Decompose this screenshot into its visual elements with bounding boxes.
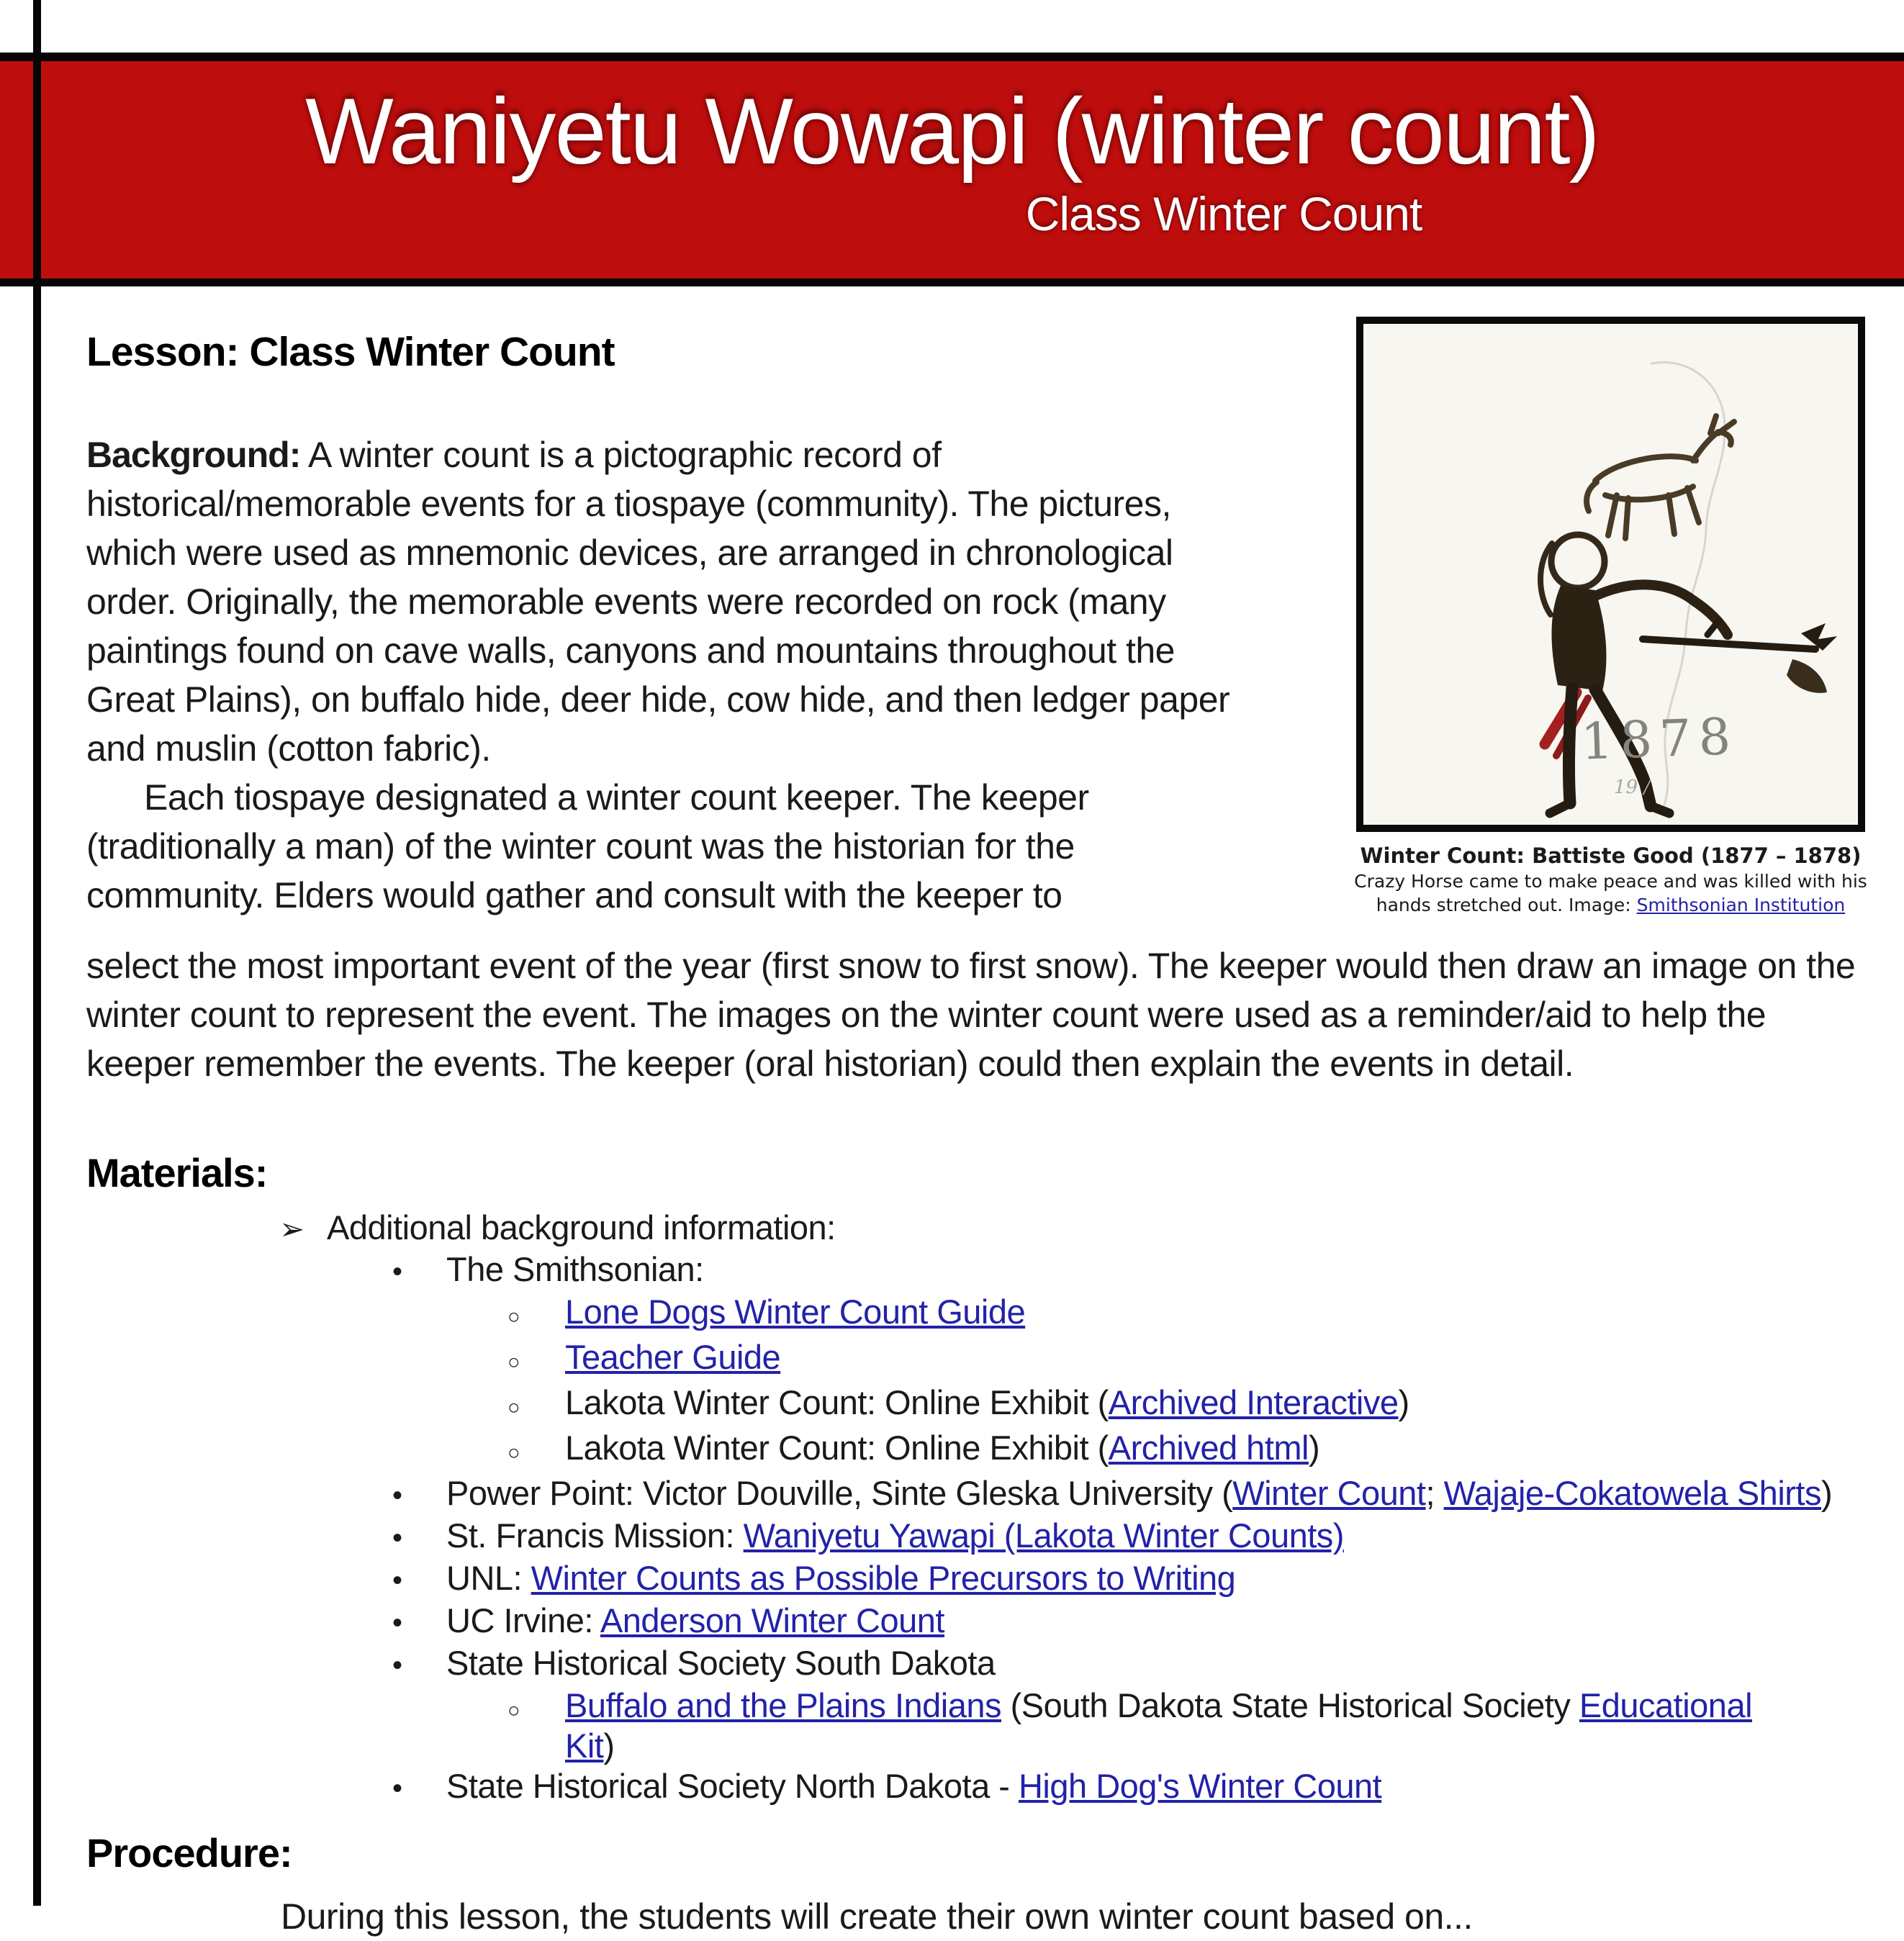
materials-item-powerpoint (392, 1473, 1879, 1516)
materials-item-lakota-html (507, 1428, 1879, 1473)
background-label: Background: (86, 435, 301, 475)
buffalo-plains-link[interactable]: Buffalo and the Plains Indians (565, 1686, 1002, 1724)
caption-line-1: Crazy Horse came to make peace and was killed with his (1354, 871, 1867, 892)
red-title-banner (0, 61, 1904, 279)
circle-bullet-icon: ○ (507, 1306, 520, 1329)
lesson-heading: Lesson: Class Winter Count (86, 329, 615, 375)
year-note: 19 / (1614, 777, 1651, 798)
materials-item-label (565, 1383, 1879, 1423)
pictograph-frame (1356, 317, 1865, 832)
materials-item-smithsonian (392, 1249, 1879, 1292)
archived-interactive-link[interactable]: Archived Interactive (1108, 1383, 1399, 1421)
high-dogs-link[interactable]: High Dog's Winter Count (1018, 1767, 1382, 1805)
materials-item-label (565, 1337, 1879, 1377)
educational-kit-link[interactable]: Educational (1579, 1686, 1753, 1724)
header-bottom-divider (0, 279, 1904, 286)
document-title: Waniyetu Wowapi (winter count) (305, 78, 1599, 184)
item-text: St. Francis Mission: (446, 1516, 744, 1555)
wajaje-shirts-link[interactable]: Wajaje-Cokatowela Shirts (1443, 1474, 1821, 1512)
item-text: UC Irvine: (446, 1601, 600, 1639)
document-body (0, 286, 1904, 1941)
materials-item-label (446, 1766, 1879, 1806)
unl-precursors-link[interactable]: Winter Counts as Possible Precursors to Writing (531, 1559, 1236, 1597)
procedure-intro: During this lesson, the students will create their own winter count based on... (281, 1896, 1473, 1937)
figure-caption (1343, 842, 1879, 917)
year-label: 1878 (1579, 707, 1739, 772)
header-top-divider (0, 53, 1904, 61)
materials-item-buffalo-plains (507, 1686, 1879, 1766)
caption-line-2-text: hands stretched out. Image: (1376, 895, 1637, 915)
materials-item-label (446, 1516, 1879, 1556)
materials-item-label (565, 1292, 1879, 1332)
materials-heading: Materials: (86, 1150, 268, 1195)
dot-bullet-icon: • (392, 1522, 402, 1554)
materials-item-label (565, 1686, 1879, 1766)
item-text: State Historical Society North Dakota - (446, 1767, 1019, 1805)
caption-title: Winter Count: Battiste Good (1877 – 1878) (1360, 843, 1862, 868)
circle-bullet-icon: ○ (507, 1442, 520, 1465)
materials-item-shs-south-dakota (392, 1643, 1879, 1686)
winter-count-figure (1343, 317, 1879, 917)
materials-item-label: Additional background information: (327, 1208, 836, 1247)
item-text: ) (1398, 1383, 1409, 1421)
materials-item-lone-dogs (507, 1292, 1879, 1337)
item-text: UNL: (446, 1559, 531, 1597)
page-left-rule (33, 0, 41, 1906)
materials-item-unl (392, 1558, 1879, 1601)
item-text: Lakota Winter Count: Online Exhibit ( (565, 1429, 1109, 1467)
archived-html-link[interactable]: Archived html (1108, 1429, 1309, 1467)
materials-item-label (565, 1428, 1879, 1468)
dot-bullet-icon: • (392, 1607, 402, 1639)
circle-bullet-icon: ○ (507, 1351, 520, 1374)
materials-item-additional-info (279, 1208, 1879, 1249)
materials-item-shs-north-dakota (392, 1766, 1879, 1809)
dot-bullet-icon: • (392, 1773, 402, 1804)
dot-bullet-icon: • (392, 1480, 402, 1511)
smithsonian-link[interactable]: Smithsonian Institution (1636, 895, 1846, 915)
page-header (0, 0, 1904, 286)
materials-item-label: State Historical Society South Dakota (446, 1644, 996, 1682)
item-text: Power Point: Victor Douville, Sinte Gleska University ( (446, 1474, 1233, 1512)
dot-bullet-icon: • (392, 1565, 402, 1596)
winter-count-link[interactable]: Winter Count (1232, 1474, 1426, 1512)
lone-dogs-link[interactable]: Lone Dogs Winter Count Guide (565, 1293, 1026, 1331)
circle-bullet-icon: ○ (507, 1699, 520, 1722)
educational-kit-link[interactable]: Kit (565, 1727, 604, 1765)
caption-line-2 (1343, 893, 1879, 917)
item-text: ) (1308, 1429, 1320, 1467)
dot-bullet-icon: • (392, 1650, 402, 1681)
materials-item-uc-irvine (392, 1601, 1879, 1643)
item-text: Lakota Winter Count: Online Exhibit ( (565, 1383, 1109, 1421)
circle-bullet-icon: ○ (507, 1396, 520, 1419)
waniyetu-yawapi-link[interactable]: Waniyetu Yawapi (Lakota Winter Counts) (743, 1516, 1344, 1555)
materials-item-lakota-interactive (507, 1383, 1879, 1428)
materials-item-label: The Smithsonian: (446, 1250, 704, 1288)
materials-item-teacher-guide (507, 1337, 1879, 1383)
top-spacer (0, 0, 1904, 53)
materials-item-label (446, 1473, 1879, 1514)
item-text: ; (1425, 1474, 1444, 1512)
keeper-paragraph-bottom: select the most important event of the year (first snow to first snow). The keeper would then draw an image on the winter count to represent the event. The images on the winter count were used as a reminder/aid to help the keeper remember the events. The keeper (oral historian) could then explain the events in detail. (86, 946, 1856, 1084)
anderson-winter-count-link[interactable]: Anderson Winter Count (600, 1601, 944, 1639)
materials-item-label (446, 1601, 1879, 1641)
materials-item-st-francis (392, 1516, 1879, 1558)
document-subtitle: Class Winter Count (1025, 187, 1422, 240)
keeper-paragraph-top: Each tiospaye designated a winter count keeper. The keeper (traditionally a man) of the winter count was the historian for the community. Elders would gather and consult with the keeper to (86, 777, 1089, 915)
background-text: A winter count is a pictographic record of historical/memorable events for a tiospaye (community). The pictures, which were used as mnemonic devices, are arranged in chronological order. Originally, the memorable events were recorded on rock (many paintings found on cave walls, canyons and mountains throughout the Great Plains), on buffalo hide, deer hide, cow hide, and then ledger paper and muslin (cotton fabric). (86, 435, 1230, 769)
pictograph-image (1363, 324, 1858, 825)
procedure-heading: Procedure: (86, 1830, 292, 1876)
materials-item-label (446, 1558, 1879, 1598)
item-text: (South Dakota State Historical Society (1001, 1686, 1579, 1724)
item-text: ) (1820, 1474, 1833, 1512)
dot-bullet-icon: • (392, 1256, 402, 1288)
teacher-guide-link[interactable]: Teacher Guide (565, 1338, 781, 1376)
arrow-bullet-icon: ➢ (279, 1212, 304, 1246)
item-text: ) (603, 1727, 615, 1765)
